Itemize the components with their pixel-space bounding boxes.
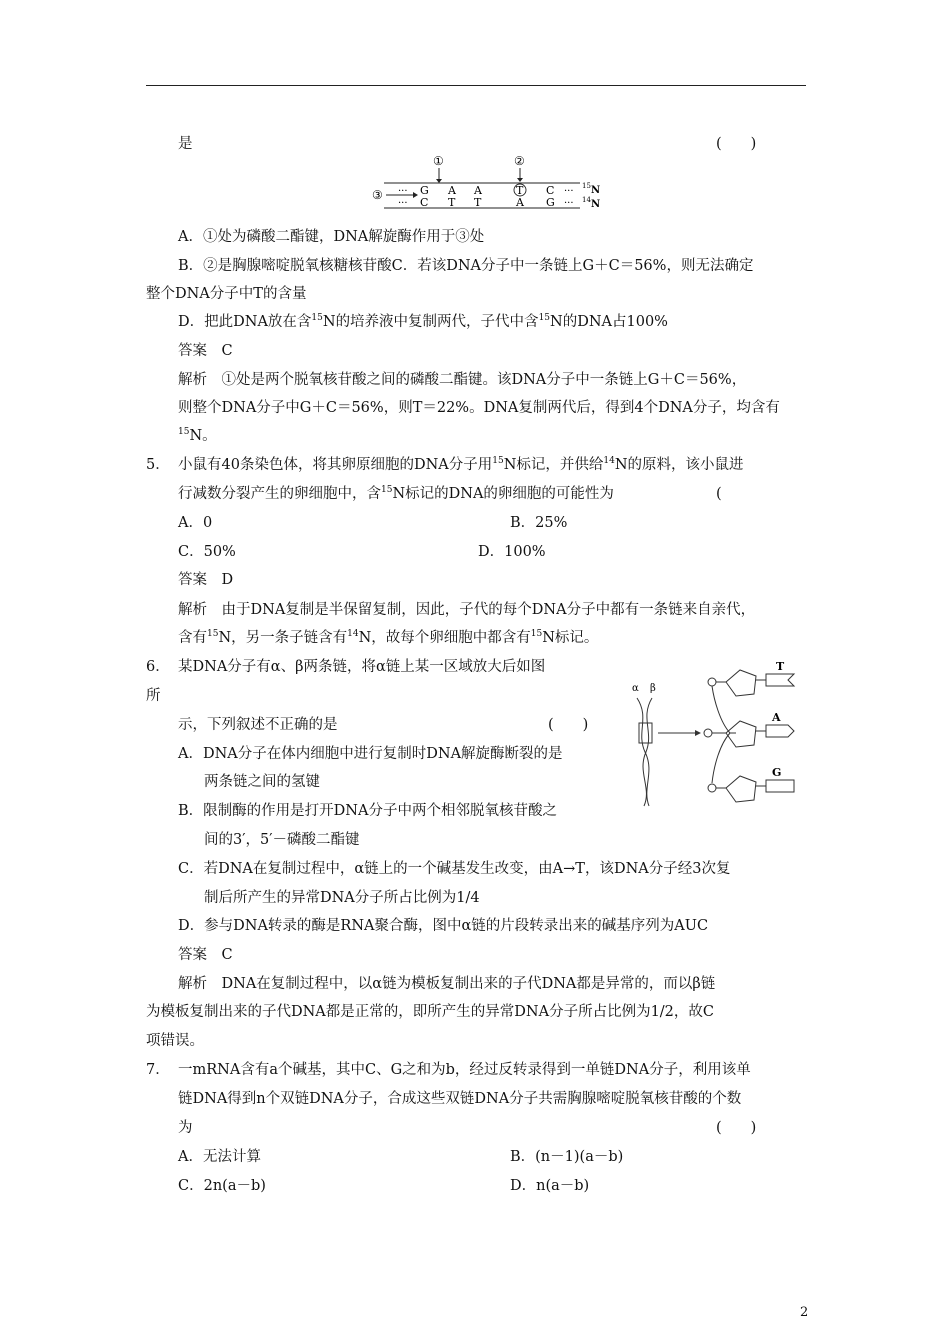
- q6-option-a-2: 两条链之间的氢键: [204, 774, 320, 790]
- q4-answer: 答案 C: [178, 343, 233, 359]
- page-number: 2: [800, 1305, 809, 1320]
- q5-stem-1: 小鼠有40条染色体，将其卵原细胞的DNA分子用$^{15}$N标记，并供给$^{14}$N的原料，该小鼠进: [178, 456, 744, 473]
- q6-answer: 答案 C: [178, 947, 233, 963]
- top-right-dots: ···: [564, 186, 574, 197]
- header-rule: [146, 85, 806, 86]
- q5-answer-bracket: (: [716, 486, 722, 502]
- top-base-3: A: [474, 184, 482, 197]
- q7-stem-3: 为: [178, 1120, 193, 1136]
- alpha-label: α: [632, 683, 639, 694]
- top-base-4: T: [516, 184, 524, 197]
- bottom-base-3: T: [474, 196, 482, 209]
- q5-explanation-1: 解析 由于DNA复制是半保留复制，因此，子代的每个DNA分子中都有一条链来自亲代，: [178, 602, 756, 618]
- q7-option-a: A．无法计算: [178, 1149, 261, 1165]
- q7-option-b: B．(n－1)(a－b): [510, 1149, 624, 1165]
- q6-number: 6．: [146, 659, 170, 675]
- base-t-label: T: [776, 660, 785, 673]
- q6-stem-2: 示，下列叙述不正确的是: [178, 717, 338, 733]
- q7-number: 7．: [146, 1062, 170, 1078]
- q7-option-d: D．n(a－b): [510, 1178, 590, 1194]
- q7-stem-1: 一mRNA含有a个碱基，其中C、G之和为b，经过反转录得到一单链DNA分子，利用该单: [178, 1062, 751, 1078]
- top-base-1: G: [420, 184, 429, 197]
- q5-answer: 答案 D: [178, 572, 234, 588]
- q5-number: 5．: [146, 457, 170, 473]
- iso-15: 15: [582, 182, 591, 190]
- q6-explanation-1: 解析 DNA在复制过程中，以α链为模板复制出来的子代DNA都是异常的，而以β链: [178, 976, 716, 992]
- q4-explanation-1: 解析 ①处是两个脱氧核苷酸之间的磷酸二酯键。该DNA分子中一条链上G＋C＝56%，: [178, 372, 747, 388]
- bottom-base-5: G: [546, 196, 555, 209]
- q4-explanation-3: $^{15}$N。: [178, 427, 217, 444]
- bottom-base-4: A: [516, 196, 524, 209]
- q6-option-d: D．参与DNA转录的酶是RNA聚合酶，图中α链的片段转录出来的碱基序列为AUC: [178, 918, 709, 934]
- q6-option-a-1: A．DNA分子在体内细胞中进行复制时DNA解旋酶断裂的是: [178, 746, 563, 762]
- top-base-5: C: [546, 184, 555, 197]
- q5-stem-2: 行减数分裂产生的卵细胞中，含$^{15}$N标记的DNA的卵细胞的可能性为: [178, 485, 614, 502]
- q4-option-bc-cont: 整个DNA分子中T的含量: [146, 286, 307, 302]
- q6-option-b-2: 间的3′，5′－磷酸二酯键: [204, 832, 360, 848]
- q5-option-a: A．0: [178, 515, 213, 531]
- q6-stem-1: 某DNA分子有α、β两条链，将α链上某一区域放大后如图: [178, 659, 546, 675]
- q6-stem-1b: 所: [146, 688, 161, 704]
- q7-stem-2: 链DNA得到n个双链DNA分子，合成这些双链DNA分子共需胸腺嘧啶脱氧核苷酸的个数: [178, 1091, 742, 1107]
- q6-option-c-1: C．若DNA在复制过程中，α链上的一个碱基发生改变，由A→T，该DNA分子经3次复: [178, 861, 731, 877]
- q6-explanation-3: 项错误。: [146, 1033, 204, 1049]
- bottom-left-dots: ···: [398, 198, 408, 209]
- q4-explanation-2: 则整个DNA分子中G＋C＝56%，则T＝22%。DNA复制两代后，得到4个DNA分子，均含有: [178, 400, 780, 416]
- iso-14-n: N: [591, 199, 601, 210]
- q6-answer-bracket: ( ): [548, 717, 589, 733]
- marker-2: ②: [514, 154, 525, 168]
- q7-answer-bracket: ( ): [716, 1120, 757, 1136]
- top-base-2: A: [448, 184, 456, 197]
- q7-option-c: C．2n(a－b): [178, 1178, 266, 1194]
- base-a-label: A: [772, 711, 781, 724]
- bottom-right-dots: ···: [564, 198, 574, 209]
- q5-option-d: D．100%: [478, 544, 546, 560]
- top-left-dots: ···: [398, 186, 408, 197]
- q6-option-b-1: B．限制酶的作用是打开DNA分子中两个相邻脱氧核苷酸之: [178, 803, 557, 819]
- iso-15-n: N: [591, 185, 601, 196]
- beta-label: β: [650, 683, 656, 694]
- q5-option-b: B．25%: [510, 515, 568, 531]
- q4-dna-figure: [370, 150, 610, 214]
- q6-explanation-2: 为模板复制出来的子代DNA都是正常的，即所产生的异常DNA分子所占比例为1/2，故C: [146, 1004, 714, 1020]
- iso-14: 14: [582, 196, 591, 204]
- q5-option-c: C．50%: [178, 544, 236, 560]
- q6-nucleotide-figure: [628, 660, 806, 810]
- base-g-label: G: [772, 766, 782, 779]
- q4-option-a: A．①处为磷酸二酯键，DNA解旋酶作用于③处: [178, 229, 485, 245]
- marker-1: ①: [433, 154, 444, 168]
- marker-3: ③: [372, 188, 383, 202]
- q5-explanation-2: 含有$^{15}$N，另一条子链含有$^{14}$N，故每个卵细胞中都含有$^{15}$N标记。: [178, 629, 599, 646]
- q4-option-bc: B．②是胸腺嘧啶脱氧核糖核苷酸C．若该DNA分子中一条链上G＋C＝56%，则无法确定: [178, 258, 754, 274]
- q4-option-d: D．把此DNA放在含$^{15}$N的培养液中复制两代，子代中含$^{15}$N的DNA占100%: [178, 313, 668, 330]
- q6-option-c-2: 制后所产生的异常DNA分子所占比例为1/4: [204, 890, 480, 906]
- bottom-base-2: T: [448, 196, 456, 209]
- q4-stem-tail: 是: [178, 136, 193, 152]
- bottom-base-1: C: [420, 196, 429, 209]
- q4-answer-bracket: ( ): [716, 136, 757, 152]
